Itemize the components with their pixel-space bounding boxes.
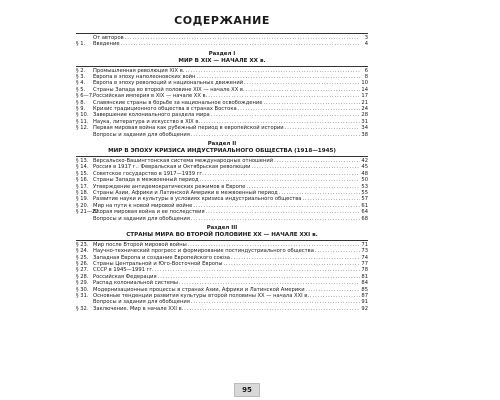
toc-entry-title: Вопросы и задания для обобщения	[93, 131, 190, 138]
toc-entry-title: Советское государство в 1917—1939 гг.	[93, 170, 204, 177]
toc-entry-title: Распад колониальной системы	[93, 280, 178, 287]
toc-section	[76, 51, 368, 138]
toc-entry-number: § 26.	[76, 260, 89, 267]
toc-entry-number: § 19.	[76, 196, 89, 203]
toc-entry-page: 73	[361, 248, 368, 255]
divider	[76, 66, 368, 67]
toc-entry-page: 84	[361, 280, 368, 287]
section-heading: Раздел I	[208, 50, 236, 57]
toc-entry-number: § 32.	[76, 305, 89, 312]
toc-entry-page: 50	[361, 177, 368, 184]
toc-entry-page: 53	[361, 183, 368, 190]
toc-entry-page: 21	[361, 99, 368, 106]
toc-entry-title: Кризис традиционного общества в странах Востока	[93, 106, 237, 113]
toc-entry-number: § 28.	[76, 273, 89, 280]
toc-entry-title: Мир на пути к новой мировой войне	[93, 202, 193, 209]
toc-entry-page: 91	[361, 299, 368, 306]
divider	[76, 240, 368, 241]
dot-leader	[121, 41, 360, 47]
toc-entry-title: Страны Азии, Африки и Латинской Америки в межвоенный период	[93, 189, 278, 196]
toc-entry-title: Основные тенденции развития культуры второй половины XX — начала XXI в.	[93, 292, 310, 299]
toc-entry-title: Наука, литература и искусство в XIX в.	[93, 118, 201, 125]
toc-entry-title: Российская империя в XIX — начале XX в.	[93, 93, 208, 100]
toc-entry-page: 61	[361, 202, 368, 209]
toc-entry-page: 68	[361, 215, 368, 222]
toc-entry-page: 8	[364, 74, 368, 81]
toc-entry-number: § 21—22.	[76, 209, 101, 216]
toc-entry-title: Вторая мировая война и ее последствия	[93, 209, 205, 216]
toc-entry-page: 45	[361, 164, 368, 171]
page-title: СОДЕРЖАНИЕ	[174, 14, 270, 27]
toc-entry-title: Вопросы и задания для обобщения	[93, 299, 190, 306]
toc-entry-page: 4	[364, 41, 368, 48]
section-title: СТРАНЫ МИРА ВО ВТОРОЙ ПОЛОВИНЕ XX — НАЧАЛЕ XXI в.	[126, 231, 318, 238]
toc-entry-title: Страны Запада во второй половине XIX — начале XX в.	[93, 86, 245, 93]
dot-leader	[184, 306, 360, 312]
toc-entry-title: Утверждение антидемократических режимов в Европе	[93, 183, 246, 190]
toc-entry-number: § 15.	[76, 170, 89, 177]
section-heading: Раздел III	[206, 224, 238, 231]
toc-entry-title: Российская Федерация	[93, 273, 157, 280]
toc-entry-number: § 5.	[76, 86, 86, 93]
toc-entry-title: СССР в 1945—1991 гг.	[93, 267, 154, 274]
toc-entry-number: § 27.	[76, 267, 89, 274]
toc-entry-page: 17	[361, 93, 368, 100]
toc-entry-page: 24	[361, 106, 368, 113]
toc-entry-title: Введение	[93, 41, 120, 48]
toc-entry-page: 6	[364, 67, 368, 74]
toc-entry-number: § 10.	[76, 112, 89, 119]
toc-entry-title: Заключение. Мир в начале XXI в.	[93, 305, 184, 312]
divider	[76, 156, 368, 157]
toc-entry-number: § 11.	[76, 118, 89, 125]
toc-entry-page: 77	[361, 260, 368, 267]
toc-entry-page: 92	[361, 305, 368, 312]
toc-entry-title: Страны Запада в межвоенный период	[93, 177, 199, 184]
toc-entry-title: Страны Центральной и Юго-Восточной Европы	[93, 260, 223, 267]
toc-entry-number: § 12.	[76, 125, 89, 132]
toc-entry-page: 34	[361, 125, 368, 132]
table-of-contents	[76, 8, 368, 312]
toc-entry-page: 38	[361, 131, 368, 138]
toc-entry-page: 10	[361, 80, 368, 87]
toc-section	[76, 141, 368, 222]
toc-entry	[76, 216, 368, 222]
sections-list	[76, 51, 368, 312]
toc-entry-page: 71	[361, 241, 368, 248]
toc-entry-number: § 3.	[76, 74, 86, 81]
toc-entry-number: § 29.	[76, 280, 89, 287]
toc-section	[76, 225, 368, 312]
toc-entry-title: От авторов	[93, 35, 124, 41]
toc-entry-page: 14	[361, 86, 368, 93]
toc-entry-number: § 23.	[76, 241, 89, 248]
toc-entry-page: 57	[361, 196, 368, 203]
toc-entry-page: 87	[361, 292, 368, 299]
toc-entry-number: § 17.	[76, 183, 89, 190]
toc-entry-title: Версальско-Вашингтонская система международных отношений	[93, 157, 274, 164]
divider	[76, 33, 368, 34]
toc-entry	[76, 41, 368, 47]
toc-entry-number: § 20.	[76, 202, 89, 209]
toc-entry-title: Промышленная революция XIX в.	[93, 67, 185, 74]
toc-entry-page: 55	[361, 189, 368, 196]
section-title: МИР В ЭПОХУ КРИЗИСА ИНДУСТРИАЛЬНОГО ОБЩЕСТВА (1918—1945)	[108, 147, 336, 154]
toc-entry-page: 28	[361, 112, 368, 119]
toc-entry-number: § 1.	[76, 41, 86, 48]
toc-entry-title: Научно-технический прогресс и формирование постиндустриального общества	[93, 248, 314, 255]
toc-entry-title: Модернизационные процессы в странах Азии, Африки и Латинской Америки	[93, 286, 305, 293]
toc-entry-number: § 18.	[76, 189, 89, 196]
toc-entry-page: 74	[361, 254, 368, 261]
toc-entry-title: Европа в эпоху революций и национальных движений	[93, 80, 244, 87]
toc-entry-page: 81	[361, 273, 368, 280]
toc-entry-title: Западная Европа и создание Европейского союза	[93, 254, 230, 261]
toc-entry-title: Вопросы и задания для обобщения	[93, 215, 190, 222]
toc-entry-number: § 6—7.	[76, 93, 94, 100]
toc-entry-page: 85	[361, 286, 368, 293]
toc-entry-title: Развитие науки и культуры в условиях кризиса индустриального общества	[93, 196, 302, 203]
toc-entry-title: Мир после Второй мировой войны	[93, 241, 187, 248]
toc-entry-title: Россия в 1917 г.: Февральская и Октябрьская революции	[93, 164, 251, 171]
toc-entry	[76, 132, 368, 138]
toc-entry-number: § 31.	[76, 292, 89, 299]
toc-entry	[76, 306, 368, 312]
toc-entry-number: § 14.	[76, 164, 89, 171]
toc-entry-title: Первая мировая война как рубежный период в европейской истории	[93, 125, 284, 132]
toc-entry-number: § 2.	[76, 67, 86, 74]
dot-leader	[191, 216, 360, 222]
toc-entry-number: § 16.	[76, 177, 89, 184]
page-number-badge: 95	[234, 383, 260, 397]
toc-entry-page: 3	[364, 35, 368, 41]
toc-entry-number: § 24.	[76, 248, 89, 255]
toc-entry-number: § 8.	[76, 99, 86, 106]
toc-entry-number: § 9.	[76, 106, 86, 113]
toc-entry-number: § 4.	[76, 80, 86, 87]
dot-leader	[191, 132, 360, 138]
toc-entry-number: § 25.	[76, 254, 89, 261]
toc-entry-page: 42	[361, 157, 368, 164]
section-heading: Раздел II	[207, 141, 237, 148]
toc-entry-title: Завершение колониального раздела мира	[93, 112, 210, 119]
front-matter	[76, 35, 368, 48]
toc-entry-page: 31	[361, 118, 368, 125]
toc-entry-number: § 13.	[76, 157, 89, 164]
toc-entry-page: 48	[361, 170, 368, 177]
toc-entry-page: 64	[361, 209, 368, 216]
toc-entry-page: 78	[361, 267, 368, 274]
toc-entry-title: Славянские страны в борьбе за национальное освобождение	[93, 99, 263, 106]
toc-entry-number: § 30.	[76, 286, 89, 293]
section-title: МИР В XIX — НАЧАЛЕ XX в.	[178, 57, 266, 64]
toc-entry-title: Европа в эпоху наполеоновских войн	[93, 74, 196, 81]
